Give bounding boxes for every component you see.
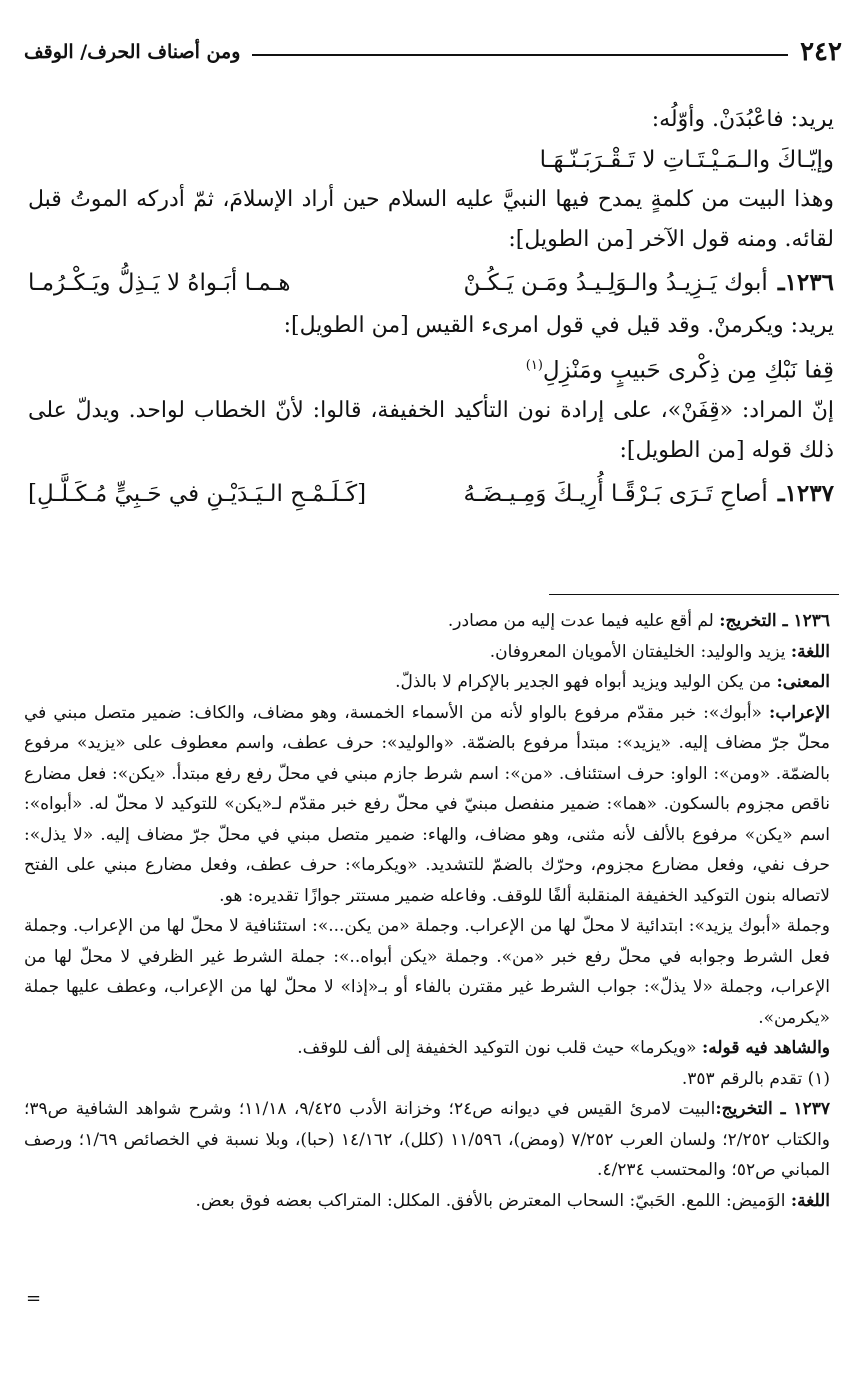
main-text — [28, 100, 834, 517]
note-lugha-1236 — [24, 637, 830, 668]
note-label: والشاهد فيه قوله: — [701, 1038, 830, 1058]
poem-1237 — [28, 471, 834, 517]
note-label: ١٢٣٧ ـ التخريج: — [715, 1099, 831, 1119]
note-text: لم أقع عليه فيما عدت إليه من مصادر. — [447, 611, 720, 631]
note-mana-1236 — [24, 667, 830, 698]
footnote-marker: (١) — [525, 358, 543, 373]
poem-number: ١٢٣٦ـ — [777, 269, 834, 296]
note-takhrij-1237 — [24, 1094, 830, 1186]
note-text: «أبوك»: خبر مقدّم مرفوع بالواو لأنه من الأسماء الخمسة، وهو مضاف، والكاف: ضمير متصل مبني في محلّ جرّ مضاف إليه. «يزيد»: مبتدأ مرفوع بالضمّة. «والوليد»: حرف عطف، واسم معطوف على «يزيد» مرفوع بالضمّة. «ومن»: الواو: حرف استئناف. «من»: اسم شرط جازم مبني في محلّ رفع رفع مبتدأ. «يكن»: فعل مضارع ناقص مجزوم بالسكون. «هما»: ضمير منفصل مبنيّ في محلّ رفع خبر مقدّم لـ«يكن» للتوكيد لا محلّ له. «أبواه»: اسم «يكن» مرفوع بالألف لأنه مثنى، وهو مضاف، والهاء: ضمير متصل مبني في محلّ جرّ مضاف إليه. «لا يذل»: حرف نفي، وفعل مضارع مجزوم، وحرّك بالضمّ للتشديد. «ويكرما»: حرف عطف، وفعل مضارع مبني على الفتح لاتصاله بنون التوكيد الخفيفة المنقلبة ألفًا للوقف. وفاعله ضمير مستتر جوازًا تقديره: هو. — [24, 702, 830, 906]
hemistich-second: هـمـا أبَـواهُ لا يَـذِلُّ ويَـكْـرُمـا — [27, 270, 291, 296]
page-number: ٢٤٢ — [800, 37, 842, 67]
poem-number: ١٢٣٧ـ — [777, 479, 834, 507]
hemistich-first: أبوك يَـزِيـدُ والـوَلِـيـدُ ومَـن يَـكُـنْ — [463, 270, 768, 296]
poem-1236 — [28, 260, 834, 306]
footnote-1: (١) تقدم بالرقم ٣٥٣. — [681, 1068, 830, 1089]
note-text: يزيد والوليد: الخليفتان الأمويان المعروفان. — [489, 641, 791, 662]
continuation-mark: = — [26, 1288, 42, 1309]
hemistich-second: [كَـلَـمْـحِ الـيَـدَيْـنِ في حَـبِيٍّ مُـكَـلَّـلِ] — [27, 480, 367, 507]
running-title: ومن أصناف الحرف/ الوقف — [24, 41, 241, 63]
note-label: ١٢٣٦ ـ التخريج: — [719, 611, 830, 631]
note-label: اللغة: — [790, 641, 830, 662]
footnotes — [24, 606, 830, 1216]
note-text: «ويكرما» حيث قلب نون التوكيد الخفيفة إلى ألف للوقف. — [297, 1038, 702, 1058]
paragraph: وهذا البيت من كلمةٍ يمدح فيها النبيَّ عليه السلام حين أراد الإسلامَ، ثمّ أدركه الموتُ قبل لقائه. ومنه قول الآخر [من الطويل]: — [28, 187, 834, 252]
note-text: الوَميض: اللمع. الحَبيّ: السحاب المعترض بالأفق. المكلل: المتراكب بعضه فوق بعض. — [195, 1190, 791, 1211]
note-label: الإعراب: — [769, 702, 830, 723]
note-irab-1236 — [24, 698, 830, 912]
hemistich-first: أصاحِ تَـرَى بَـرْقًـا أُرِيـكَ وَمِـيـضَـهُ — [463, 480, 768, 507]
verse-text: قِفا نَبْكِ مِن ذِكْرى حَبيبٍ ومَنْزِلِ — [542, 357, 834, 384]
note-text: البيت لامرئ القيس في ديوانه ص٢٤؛ وخزانة الأدب ٩/٤٢٥، ١١/١٨؛ وشرح شواهد الشافية ص٣٩؛ والكتاب ٢/٢٥٢؛ ولسان العرب ٧/٢٥٢ (ومض)، ١١/٥٩٦ (كلل)، ١٤/١٦٢ (حبا)، وبلا نسبة في الخصائص ١/٦٩؛ ورصف المباني ص٥٢؛ والمحتسب ٤/٢٣٤. — [24, 1099, 831, 1180]
text-line: يريد: ويكرمنْ. وقد قيل في قول امرىء القيس [من الطويل]: — [283, 313, 834, 338]
note-label: اللغة: — [790, 1190, 830, 1211]
paragraph: إنّ المراد: «قِفَنْ»، على إرادة نون التأكيد الخفيفة، قالوا: لأنّ الخطاب لواحد. ويدلّ على ذلك قوله [من الطويل]: — [28, 397, 834, 463]
note-shahid-1236 — [24, 1033, 830, 1064]
verse-line — [28, 346, 834, 391]
note-text: من يكن الوليد ويزيد أبواه فهو الجدير بالإكرام لا بالذلّ. — [395, 672, 777, 692]
note-label: المعنى: — [776, 672, 830, 692]
footnote-rule — [549, 594, 839, 595]
note-takhrij-1236 — [24, 606, 830, 637]
header-rule — [252, 54, 788, 56]
note-jumla-1236: وجملة «أبوك يزيد»: ابتدائية لا محلّ لها من الإعراب. وجملة «من يكن...»: استئنافية لا محلّ لها من الإعراب. وجملة فعل الشرط وجوابه في محلّ رفع خبر «من». وجملة «يكن أبواه..»: جملة الشرط غير الظرفي لا محلّ لها من الإعراب، وجملة «لا يذلّ»: جواب الشرط غير مقترن بالفاء أو بـ«إذا» لا محلّ لها من الإعراب، وعطف عليها جملة «يكرمن». — [24, 916, 830, 1028]
page-header — [24, 34, 842, 70]
text-line: يريد: فاعْبُدَنْ. وأوّلُه: — [651, 107, 834, 132]
verse-line: وإيّـاكَ والـمَـيْـتَـاتِ لا تَـقْـرَبَـنّـهَـا — [539, 147, 834, 173]
note-lugha-1237 — [24, 1186, 830, 1217]
